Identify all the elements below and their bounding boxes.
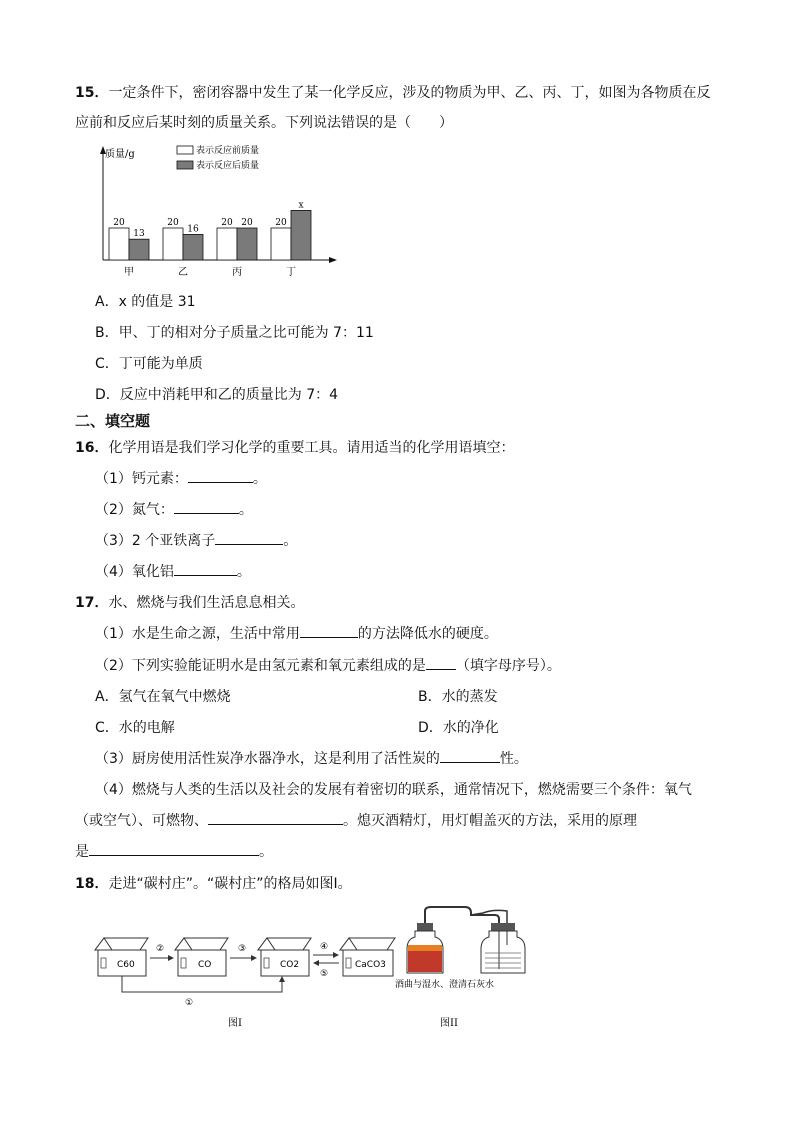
q15-number: 15．: [75, 85, 109, 101]
bar-label: 13: [133, 229, 145, 240]
q17-part-4-line3: 是 。: [75, 841, 273, 861]
q16-item-2: （2）氮气： 。: [95, 499, 253, 519]
q16-item-4: （4）氧化铝 。: [95, 561, 251, 581]
q15-stem-line1: 15．一定条件下，密闭容器中发生了某一化学反应，涉及的物质为甲、乙、丙、丁，如图为各物质在反: [75, 85, 711, 101]
stopper-icon: [491, 923, 515, 931]
q16-item-3: （3）2 个亚铁离子 。: [95, 530, 297, 550]
answer-blank[interactable]: [426, 655, 456, 670]
q15-bar-chart: [95, 140, 340, 280]
bar-after-4: [291, 210, 311, 260]
liquid-orange-icon: [408, 945, 442, 951]
category-label: 丁: [286, 267, 296, 278]
q15-option-c: C．丁可能为单质: [95, 356, 203, 372]
category-label: 丙: [232, 267, 242, 278]
tube-icon: [425, 907, 499, 927]
bar-before-2: [163, 228, 183, 260]
figure-1-caption: 图I: [228, 1018, 242, 1029]
arrowhead-icon: [251, 955, 257, 961]
legend-label-after: 表示反应后质量: [196, 161, 260, 171]
house-label-co: CO: [198, 960, 212, 970]
arrow-label-4: ④: [320, 942, 329, 952]
q16-number: 16．: [75, 440, 109, 456]
bar-after-3: [237, 228, 257, 260]
arrow-label-2: ②: [156, 944, 165, 954]
category-label: 乙: [178, 267, 188, 278]
house-icon: [95, 938, 148, 976]
bar-label: 20: [241, 218, 253, 228]
q18-stem: 18．走进“碳村庄”。“碳村庄”的格局如图Ⅰ。: [75, 876, 352, 892]
bar-label: 20: [167, 218, 179, 228]
x-axis-arrow-icon: [329, 257, 337, 263]
q15-option-b: B．甲、丁的相对分子质量之比可能为 7：11: [95, 325, 374, 341]
arrow-1-icon: [122, 976, 282, 992]
answer-blank[interactable]: [440, 748, 500, 763]
bar-before-1: [109, 228, 129, 260]
answer-blank[interactable]: [89, 841, 259, 856]
q17-part-4-line1: （4）燃烧与人类的生活以及社会的发展有着密切的联系，通常情况下，燃烧需要三个条件：氧气: [95, 782, 692, 798]
house-label-caco3: CaCO3: [355, 960, 386, 970]
answer-blank[interactable]: [174, 561, 237, 576]
house-label-co2: CO2: [280, 960, 300, 970]
arrow-label-5: ⑤: [320, 969, 329, 979]
arrowhead-icon: [313, 960, 319, 966]
q15-option-a: A．x 的值是 31: [95, 294, 196, 310]
stopper-icon: [417, 923, 433, 931]
section-title: 二、填空题: [75, 412, 151, 430]
q17-number: 17．: [75, 595, 109, 611]
arrow-label-3: ③: [238, 944, 247, 954]
arrowhead-icon: [333, 952, 339, 958]
q17-stem: 17．水、燃烧与我们生活息息相关。: [75, 595, 305, 611]
figure-1-carbon-village: [90, 930, 400, 1040]
bar-label: 20: [275, 218, 287, 228]
bottle-caption: 酒曲与湿水、澄清石灰水: [395, 980, 495, 990]
bar-before-4: [271, 228, 291, 260]
bar-label: x: [298, 200, 304, 211]
q17-part-4-line2: （或空气）、可燃物、 。熄灭酒精灯，用灯帽盖灭的方法，采用的原理: [75, 810, 637, 830]
house-icon: [258, 938, 311, 976]
q17-choice-d: D．水的净化: [418, 720, 499, 736]
house-icon: [175, 938, 228, 976]
bar-label: 16: [187, 224, 199, 235]
figure-2-caption: 图II: [440, 1018, 458, 1029]
house-icon: [340, 938, 395, 976]
y-axis-label: 质量/g: [105, 149, 135, 160]
q17-choice-b: B．水的蒸发: [418, 689, 498, 705]
house-label-c60: C60: [117, 960, 135, 970]
answer-blank[interactable]: [188, 468, 253, 483]
figure-2-bottles: [395, 905, 535, 1035]
q15-stem-line2: 应前和反应后某时刻的质量关系。下列说法错误的是（ ）: [75, 115, 453, 131]
bar-after-2: [183, 234, 203, 260]
bottle-2-icon: [481, 931, 525, 973]
bar-after-1: [129, 239, 149, 260]
q18-number: 18．: [75, 876, 109, 892]
bar-label: 20: [221, 218, 233, 228]
legend-swatch-after: [177, 161, 193, 169]
q17-part-2: （2）下列实验能证明水是由氢元素和氧元素组成的是 （填字母序号）。: [95, 655, 561, 675]
answer-blank[interactable]: [174, 499, 239, 514]
answer-blank[interactable]: [208, 810, 343, 825]
q16-item-1: （1）钙元素： 。: [95, 468, 267, 488]
arrowhead-icon: [168, 955, 174, 961]
q17-part-3: （3）厨房使用活性炭净水器净水，这是利用了活性炭的 性。: [95, 748, 528, 768]
q17-choice-a: A．氢气在氧气中燃烧: [95, 689, 231, 705]
category-label: 甲: [124, 267, 134, 278]
q15-option-d: D．反应中消耗甲和乙的质量比为 7：4: [95, 387, 339, 403]
bar-group: [109, 200, 311, 278]
legend-label-before: 表示反应前质量: [196, 146, 260, 156]
bar-label: 20: [113, 218, 125, 228]
arrow-label-1: ①: [185, 998, 194, 1008]
answer-blank[interactable]: [300, 623, 358, 638]
legend-swatch-before: [177, 146, 193, 154]
arrowhead-icon: [279, 976, 285, 982]
q17-choice-c: C．水的电解: [95, 720, 175, 736]
bar-before-3: [217, 228, 237, 260]
answer-blank[interactable]: [215, 530, 283, 545]
q16-stem: 16．化学用语是我们学习化学的重要工具。请用适当的化学用语填空：: [75, 440, 515, 456]
q17-part-1: （1）水是生命之源，生活中常用 的方法降低水的硬度。: [95, 623, 498, 643]
